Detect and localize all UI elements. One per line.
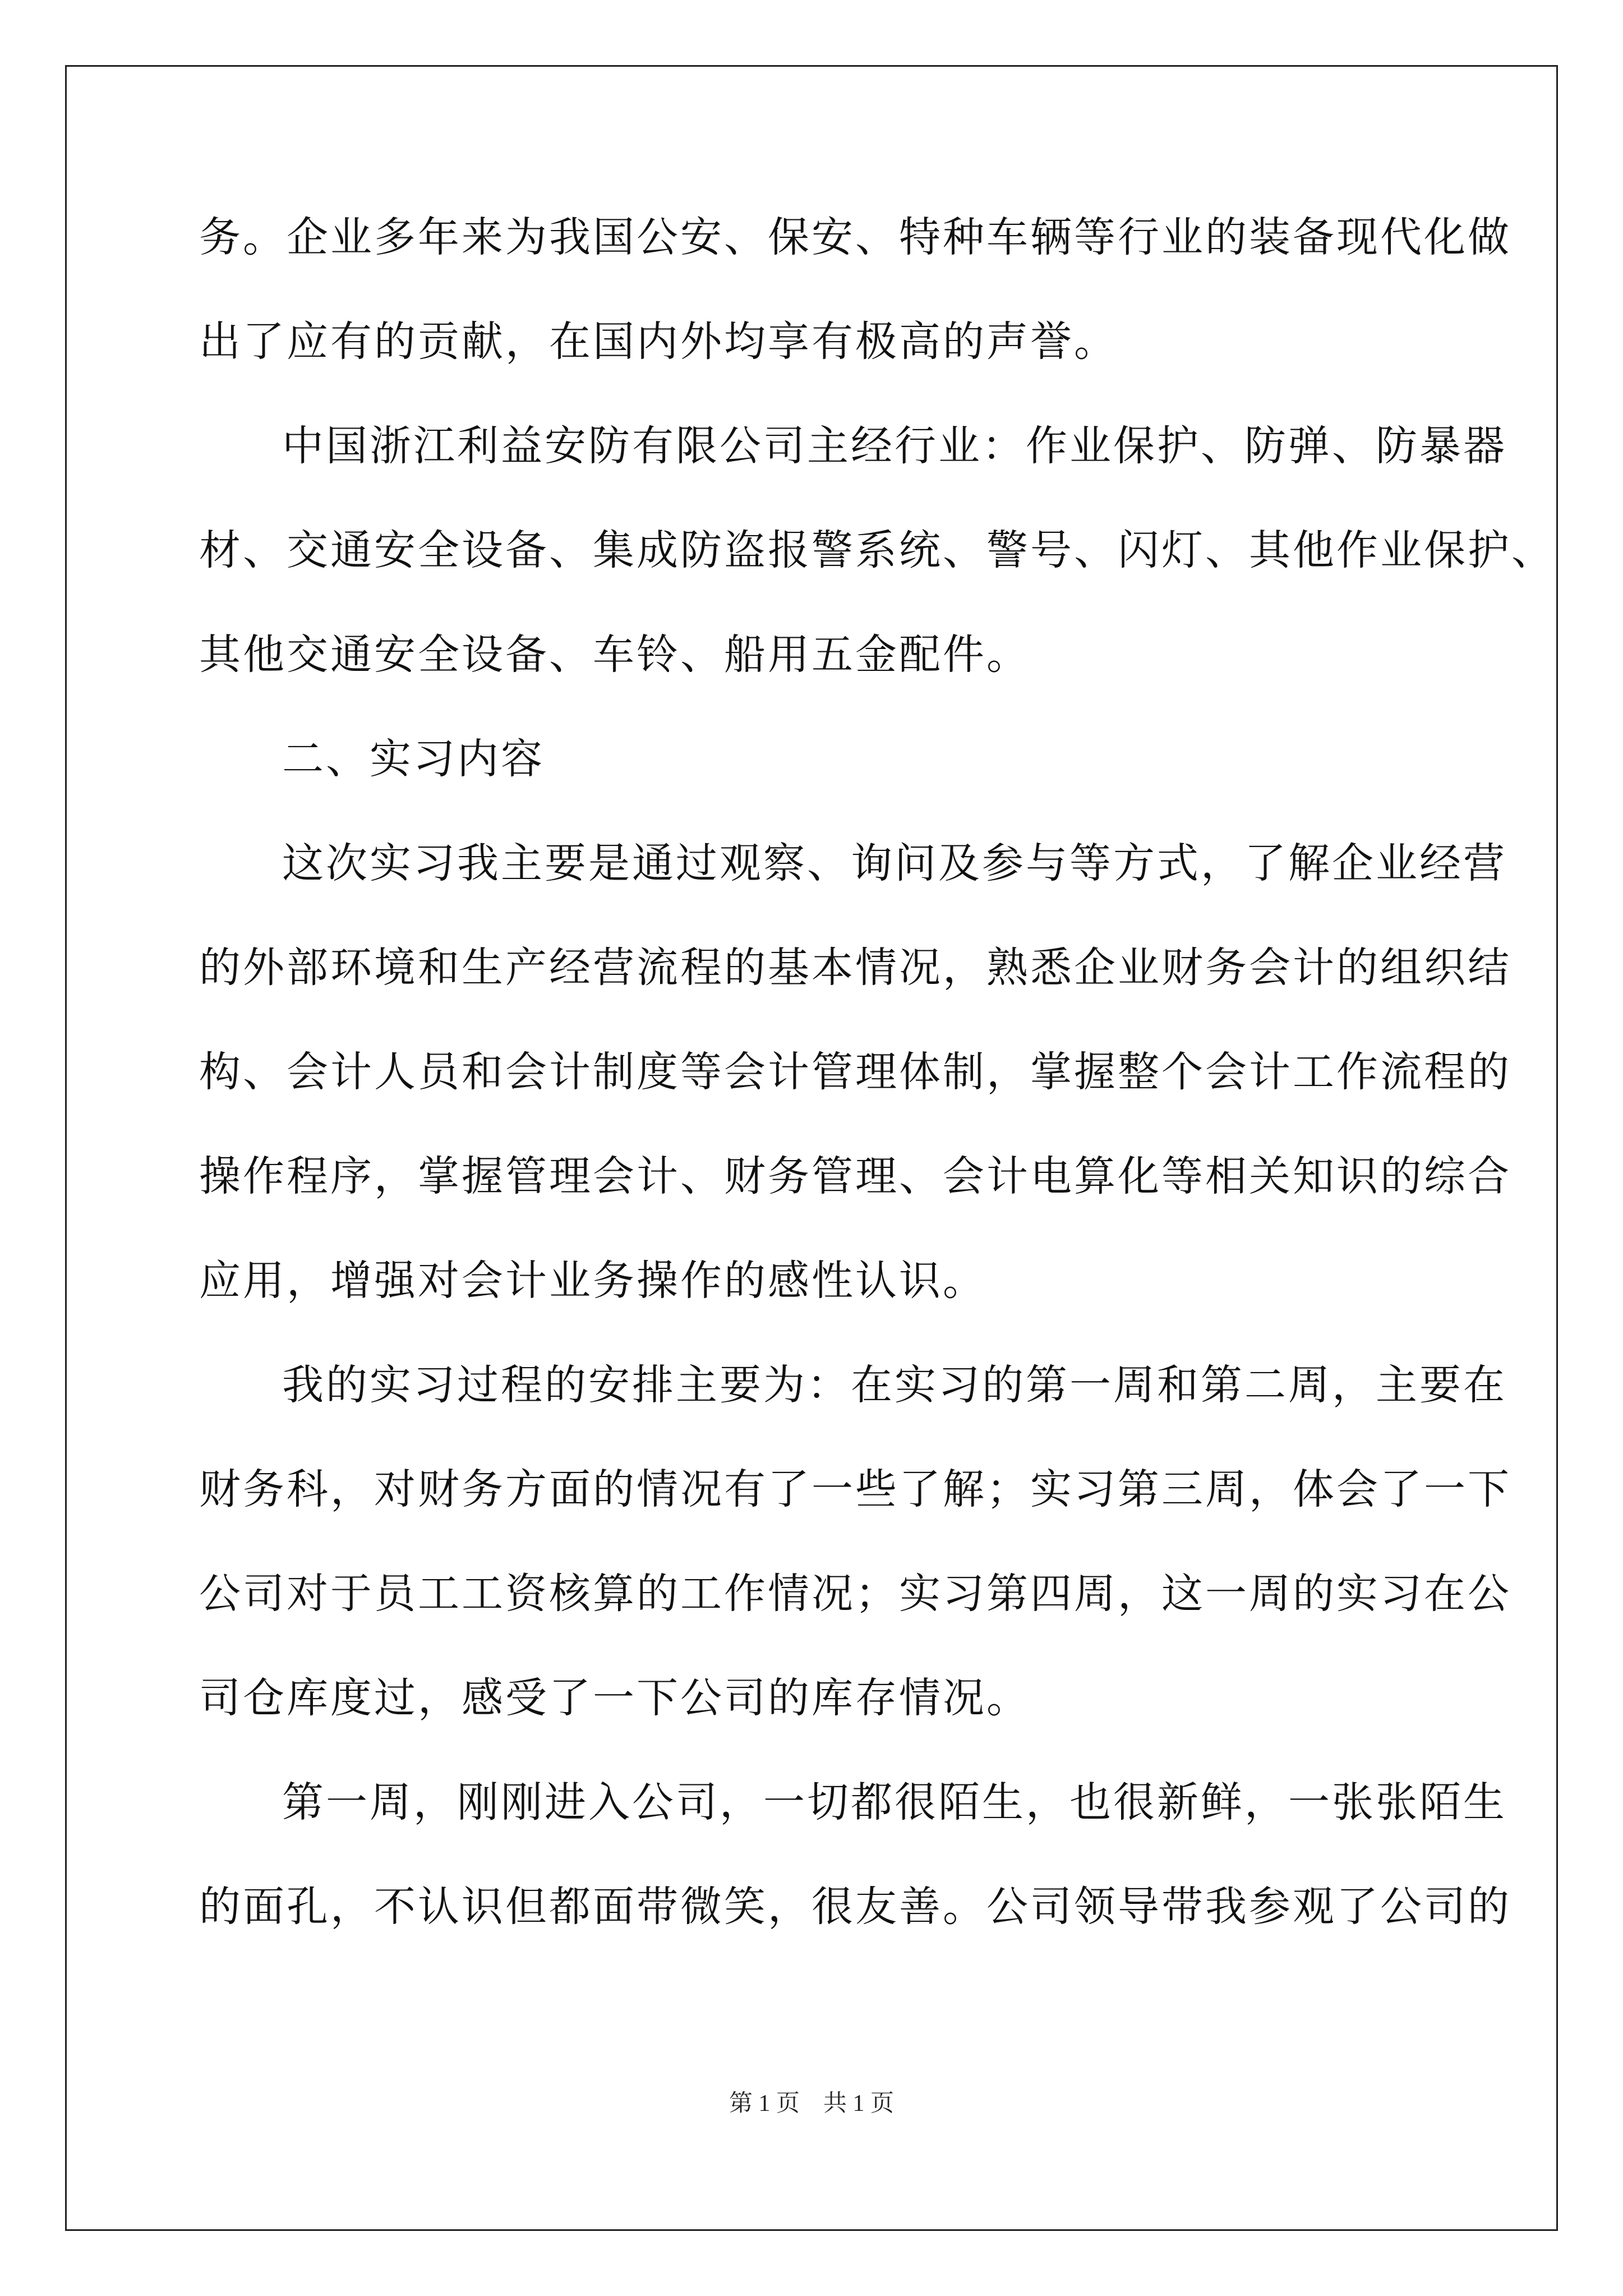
text-line: 务。企业多年来为我国公安、保安、特种车辆等行业的装备现代化做 <box>199 213 1511 261</box>
text-line: 公司对于员工工资核算的工作情况；实习第四周，这一周的实习在公 <box>199 1570 1511 1618</box>
text-line: 应用，增强对会计业务操作的感性认识。 <box>199 1257 986 1305</box>
page-number-footer: 第 1 页 共 1 页 <box>728 2091 894 2116</box>
paragraph-first-line: 这次实习我主要是通过观察、询问及参与等方式，了解企业经营 <box>282 839 1507 887</box>
section-heading: 二、实习内容 <box>282 735 545 783</box>
paragraph-first-line: 第一周，刚刚进入公司，一切都很陌生，也很新鲜，一张张陌生 <box>282 1778 1507 1826</box>
text-line: 的外部环境和生产经营流程的基本情况，熟悉企业财务会计的组织结 <box>199 944 1511 992</box>
text-line: 财务科，对财务方面的情况有了一些了解；实习第三周，体会了一下 <box>199 1465 1511 1513</box>
paragraph-first-line: 我的实习过程的安排主要为：在实习的第一周和第二周，主要在 <box>282 1361 1507 1409</box>
text-line: 出了应有的贡献，在国内外均享有极高的声誉。 <box>199 318 1118 366</box>
text-line: 构、会计人员和会计制度等会计管理体制，掌握整个会计工作流程的 <box>199 1048 1511 1096</box>
text-line: 其他交通安全设备、车铃、船用五金配件。 <box>199 631 1030 679</box>
text-line: 的面孔，不认识但都面带微笑，很友善。公司领导带我参观了公司的 <box>199 1883 1511 1931</box>
text-line: 操作程序，掌握管理会计、财务管理、会计电算化等相关知识的综合 <box>199 1152 1511 1200</box>
paragraph-first-line: 中国浙江利益安防有限公司主经行业：作业保护、防弹、防暴器 <box>282 422 1507 470</box>
document-body <box>199 210 1555 1984</box>
text-line: 司仓库度过，感受了一下公司的库存情况。 <box>199 1674 1030 1722</box>
text-line: 材、交通安全设备、集成防盗报警系统、警号、闪灯、其他作业保护、 <box>199 526 1555 574</box>
